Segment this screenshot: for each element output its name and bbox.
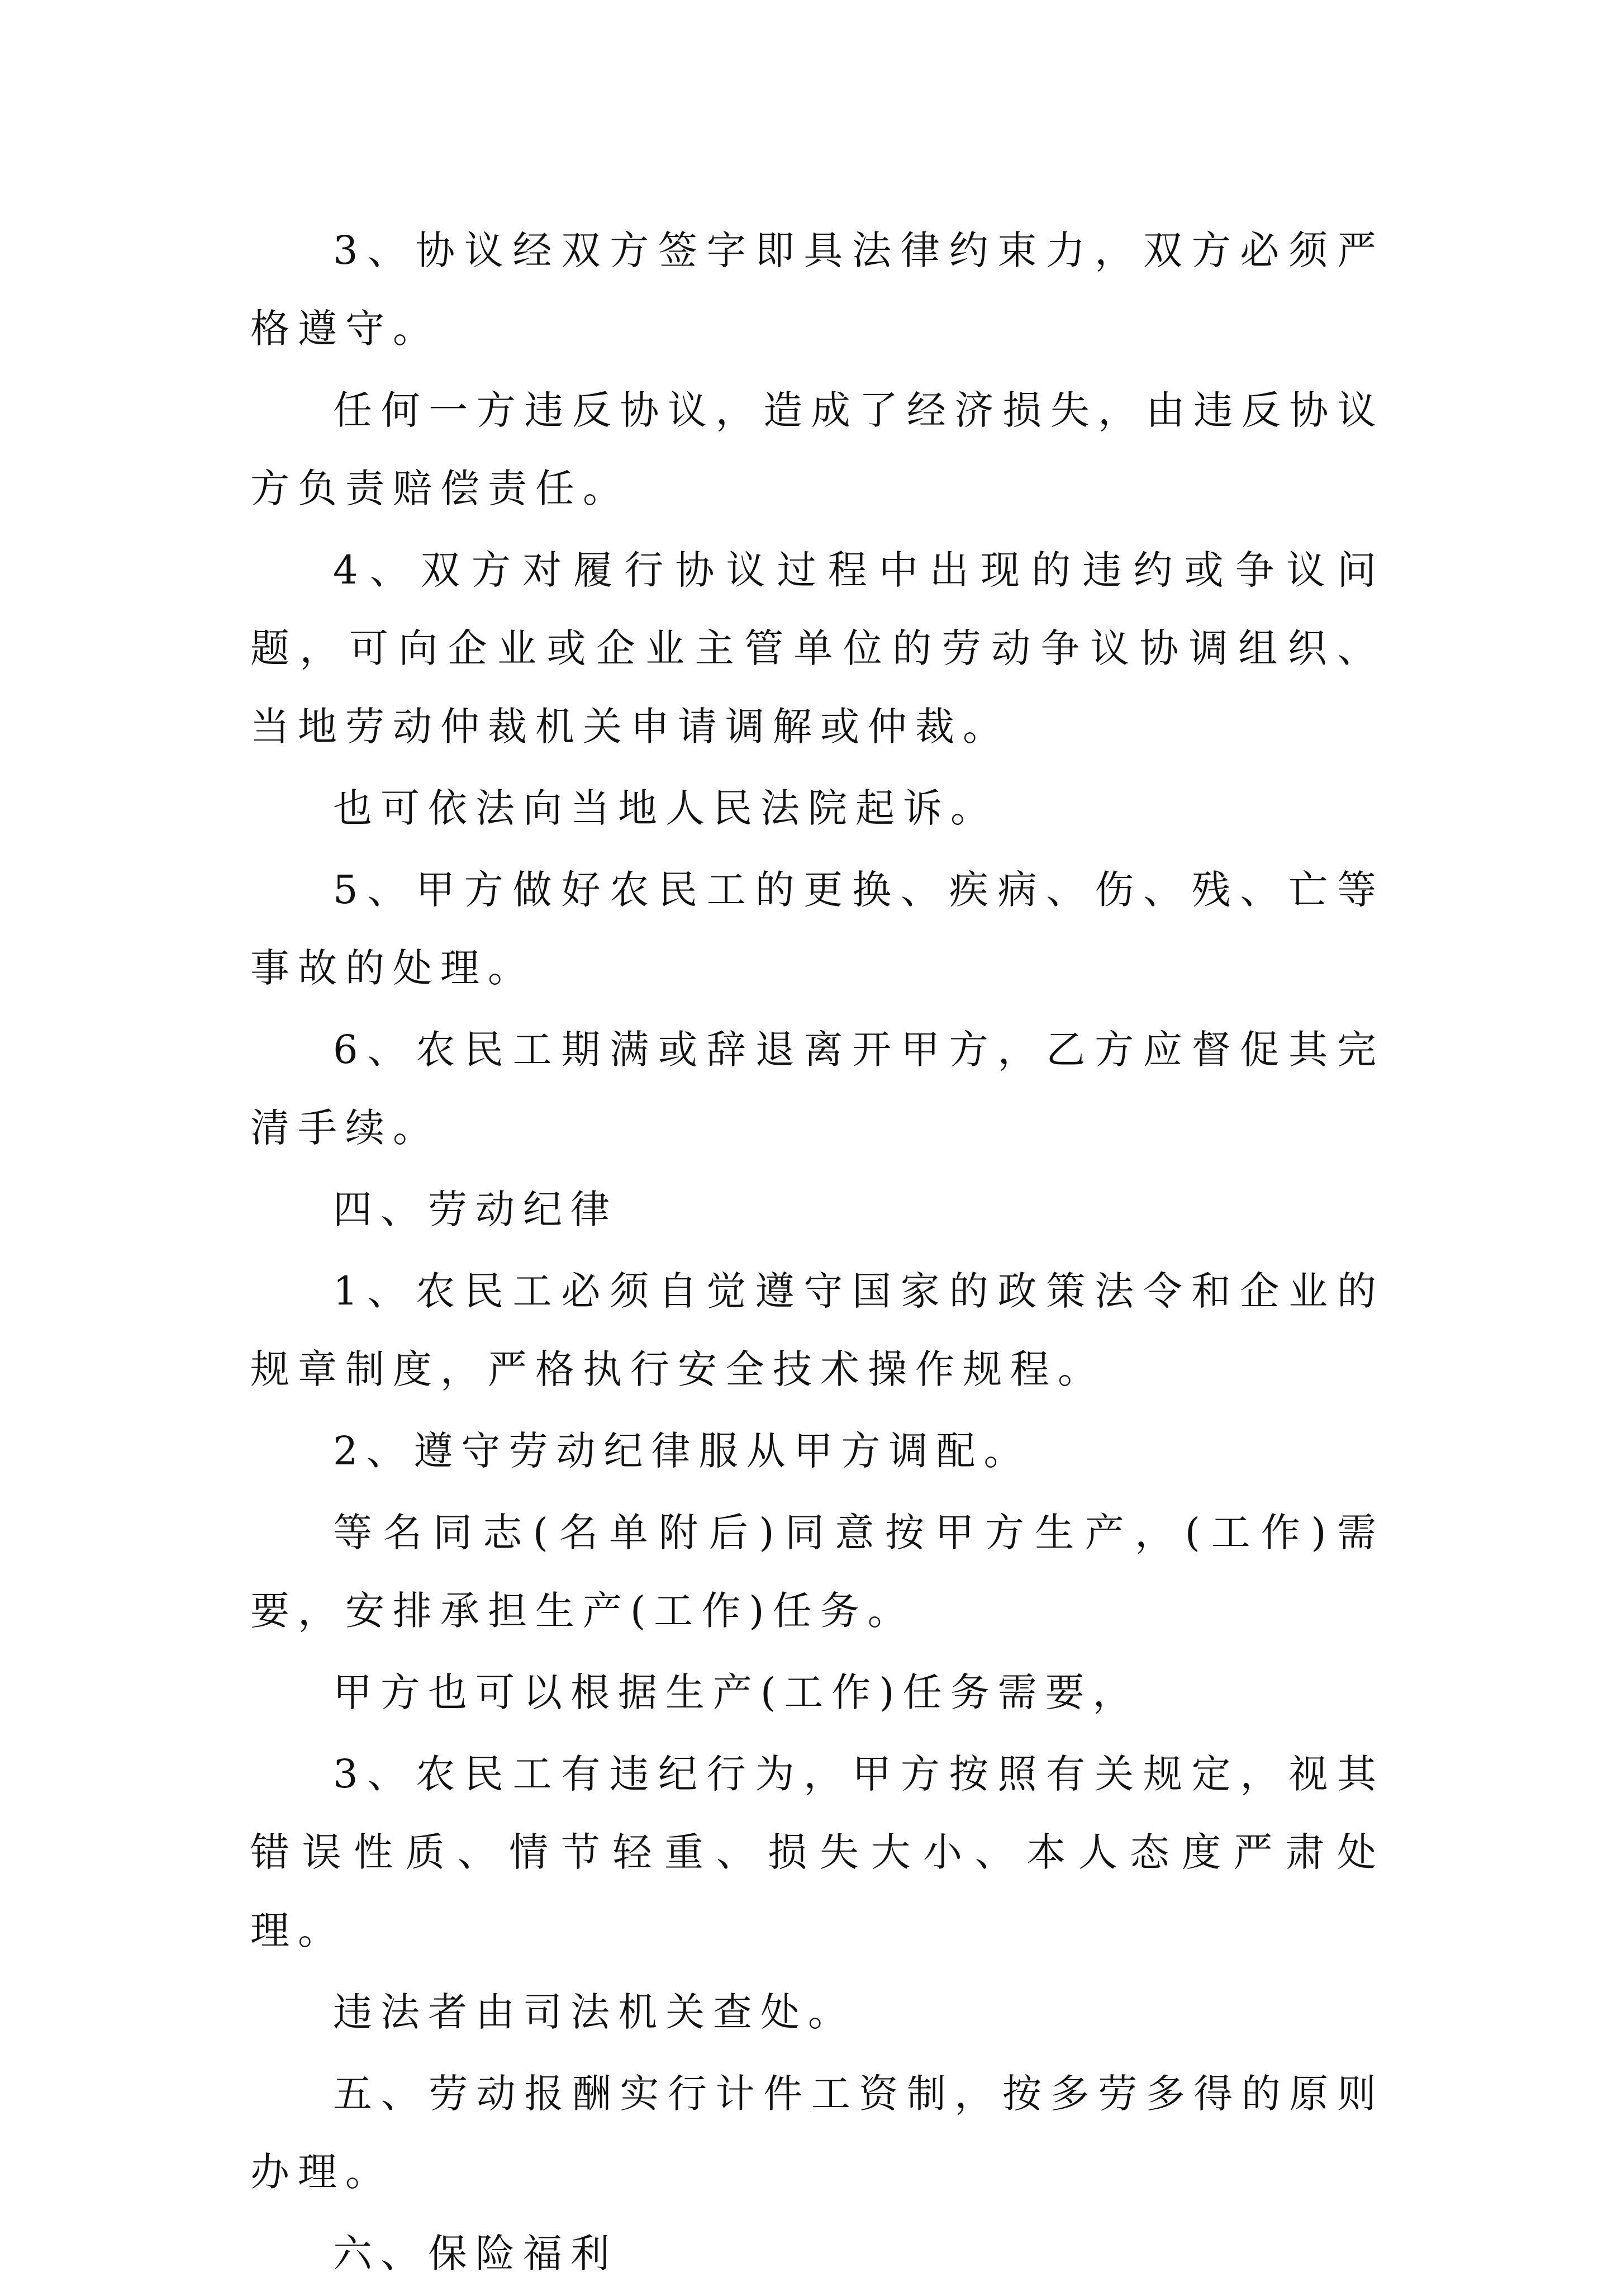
paragraph: 等名同志(名单附后)同意按甲方生产，(工作)需要，安排承担生产(工作)任务。 — [250, 1510, 1385, 1634]
section-heading: 六、保险福利 — [333, 2231, 618, 2276]
paragraph: 5、甲方做好农民工的更换、疾病、伤、残、亡等事故的处理。 — [250, 867, 1385, 991]
paragraph: 任何一方违反协议，造成了经济损失，由违反协议方负责赔偿责任。 — [250, 387, 1385, 511]
paragraph: 3、协议经双方签字即具法律约束力，双方必须严格遵守。 — [250, 227, 1385, 352]
paragraph: 甲方也可以根据生产(工作)任务需要， — [333, 1669, 1140, 1715]
paragraph: 6、农民工期满或辞退离开甲方，乙方应督促其完清手续。 — [250, 1027, 1385, 1151]
document-body — [250, 211, 1385, 2296]
paragraph: 违法者由司法机关查处。 — [333, 1989, 855, 2035]
section-heading: 四、劳动纪律 — [333, 1187, 618, 1232]
paragraph: 4、双方对履行协议过程中出现的违约或争议问题，可向企业或企业主管单位的劳动争议协调组织、当地劳动仲裁机关申请调解或仲裁。 — [250, 547, 1385, 749]
paragraph: 2、遵守劳动纪律服从甲方调配。 — [333, 1428, 1031, 1474]
paragraph: 3、农民工有违纪行为，甲方按照有关规定，视其错误性质、情节轻重、损失大小、本人态度严肃处理。 — [250, 1751, 1385, 1953]
section-heading: 五、劳动报酬实行计件工资制，按多劳多得的原则办理。 — [250, 2071, 1385, 2195]
paragraph: 也可依法向当地人民法院起诉。 — [333, 785, 998, 831]
paragraph: 1、农民工必须自觉遵守国家的政策法令和企业的规章制度，严格执行安全技术操作规程。 — [250, 1268, 1385, 1392]
